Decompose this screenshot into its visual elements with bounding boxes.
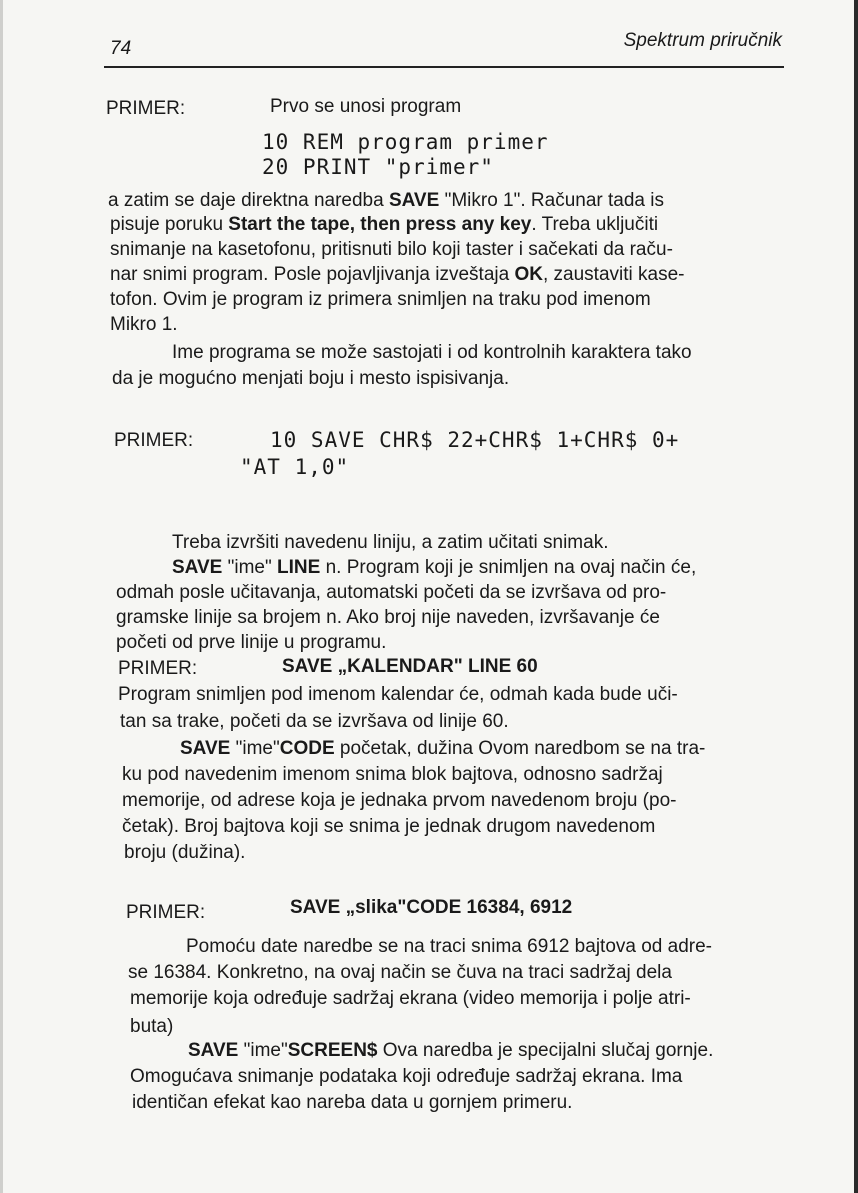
example-label: PRIMER:: [126, 902, 206, 923]
running-title: Spektrum priručnik: [623, 30, 782, 51]
text-line: SAVE "ime"CODE početak, dužina Ovom naredbom se na tra-: [180, 738, 706, 759]
text-line: se 16384. Konkretno, na ovaj način se čuva na traci sadržaj dela: [128, 962, 672, 983]
page-number: 74: [110, 38, 132, 59]
example-label: PRIMER:: [118, 658, 198, 679]
text-line: Ime programa se može sastojati i od kontrolnih karaktera tako: [172, 342, 692, 363]
text-line: Mikro 1.: [110, 314, 178, 335]
code-line: 10 REM program primer: [262, 130, 549, 154]
page-right-edge: [854, 0, 858, 1193]
text-line: SAVE "ime" LINE n. Program koji je snimljen na ovaj način će,: [172, 557, 697, 578]
code-line: 20 PRINT "primer": [262, 155, 494, 179]
code-line: 10 SAVE CHR$ 22+CHR$ 1+CHR$ 0+: [270, 428, 680, 452]
text-line: pisuje poruku Start the tape, then press any key. Treba uključiti: [110, 214, 659, 235]
text-line: tofon. Ovim je program iz primera snimljen na traku pod imenom: [110, 289, 651, 310]
header-rule: [104, 66, 784, 68]
text-line: SAVE "ime"SCREEN$ Ova naredba je specijalni slučaj gornje.: [188, 1040, 714, 1061]
text-line: nar snimi program. Posle pojavljivanja izveštaja OK, zaustaviti kase-: [110, 264, 685, 285]
text-line: Program snimljen pod imenom kalendar će, odmah kada bude uči-: [118, 684, 678, 705]
text-line: Pomoću date naredbe se na traci snima 6912 bajtova od adre-: [186, 936, 712, 957]
text-line: identičan efekat kao nareba data u gornjem primeru.: [132, 1092, 573, 1113]
text-line: tan sa trake, početi da se izvršava od linije 60.: [120, 711, 509, 732]
example-command: SAVE „slika"CODE 16384, 6912: [290, 897, 573, 918]
page-left-edge: [0, 0, 3, 1193]
text-line: da je mogućno menjati boju i mesto ispisivanja.: [112, 368, 510, 389]
text-line: Omogućava snimanje podataka koji određuje sadržaj ekrana. Ima: [130, 1066, 683, 1087]
text-line: odmah posle učitavanja, automatski početi da se izvršava od pro-: [116, 582, 667, 603]
example-command: SAVE „KALENDAR" LINE 60: [282, 656, 538, 677]
text-line: početi od prve linije u programu.: [116, 632, 387, 653]
text-line: četak). Broj bajtova koji se snima je jednak drugom navedenom: [122, 816, 656, 837]
text-line: ku pod navedenim imenom snima blok bajtova, odnosno sadržaj: [122, 764, 663, 785]
code-line: "AT 1,0": [240, 455, 350, 479]
page-header: [110, 28, 782, 62]
example-label: PRIMER:: [106, 98, 186, 119]
example-intro: Prvo se unosi program: [270, 96, 462, 117]
text-line: memorije koja određuje sadržaj ekrana (video memorija i polje atri-: [130, 988, 691, 1009]
text-line: gramske linije sa brojem n. Ako broj nije naveden, izvršavanje će: [116, 607, 660, 628]
text-line: Treba izvršiti navedenu liniju, a zatim učitati snimak.: [172, 532, 609, 553]
text-line: buta): [130, 1016, 174, 1037]
text-line: snimanje na kasetofonu, pritisnuti bilo koji taster i sačekati da raču-: [110, 239, 673, 260]
text-line: a zatim se daje direktna naredba SAVE "Mikro 1". Računar tada is: [108, 190, 664, 211]
text-line: memorije, od adrese koja je jednaka prvom navedenom broju (po-: [122, 790, 677, 811]
text-line: broju (dužina).: [124, 842, 246, 863]
example-label: PRIMER:: [114, 430, 194, 451]
